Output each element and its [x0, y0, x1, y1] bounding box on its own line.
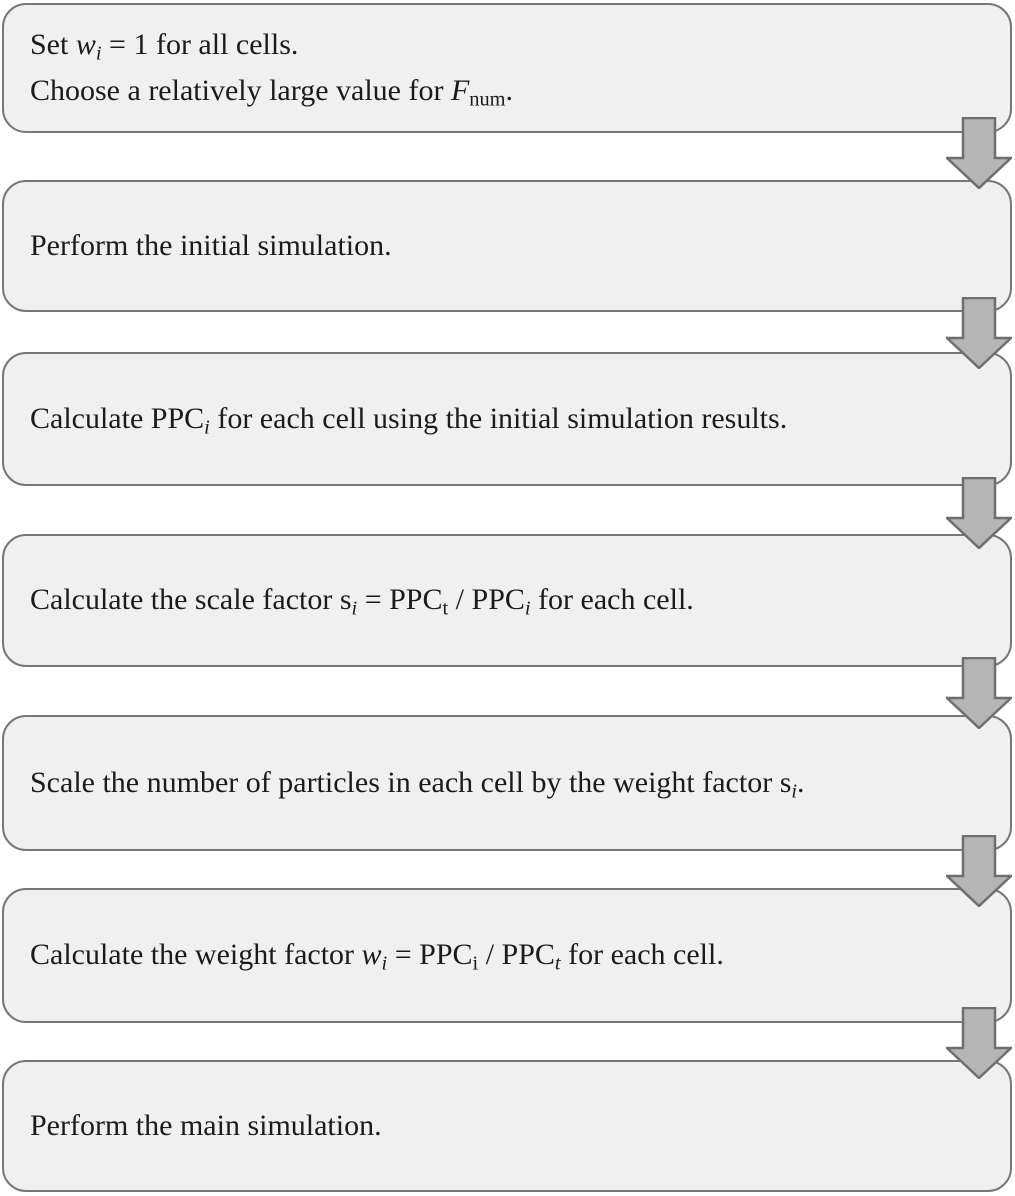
down-arrow-icon	[946, 1007, 1012, 1079]
step-text: Calculate the scale factor $s_i = PPC_t / PPC_i$ for each cell.	[30, 583, 694, 620]
down-arrow-icon	[946, 117, 1012, 189]
step-box-perform-main-simulation	[2, 1060, 1012, 1192]
down-arrow-icon	[946, 297, 1012, 369]
down-arrow-icon	[946, 835, 1012, 907]
step-text: Set $w_i = 1$ for all cells. Choose a relatively large value for $F_{num}$.	[30, 27, 514, 111]
down-arrow-icon	[946, 657, 1012, 729]
step-box-set-initial-weights	[2, 3, 1012, 133]
step-box-calculate-weight-factor	[2, 888, 1012, 1023]
step-text: Perform the initial simulation.	[30, 228, 392, 262]
step-text: Calculate $PPC_i$ for each cell using the initial simulation results.	[30, 401, 788, 439]
step-text: Calculate the weight factor $w_i = PPC_i / PPC_t$ for each cell.	[30, 938, 724, 975]
step-text: Perform the main simulation.	[30, 1108, 382, 1142]
step-text: Scale the number of particles in each cell by the weight factor $s_i$.	[30, 765, 805, 803]
step-box-scale-particles	[2, 715, 1012, 851]
step-box-calculate-scale-factor	[2, 534, 1012, 667]
step-box-calculate-ppc	[2, 352, 1012, 486]
down-arrow-icon	[946, 477, 1012, 549]
step-box-perform-initial-simulation	[2, 180, 1012, 312]
